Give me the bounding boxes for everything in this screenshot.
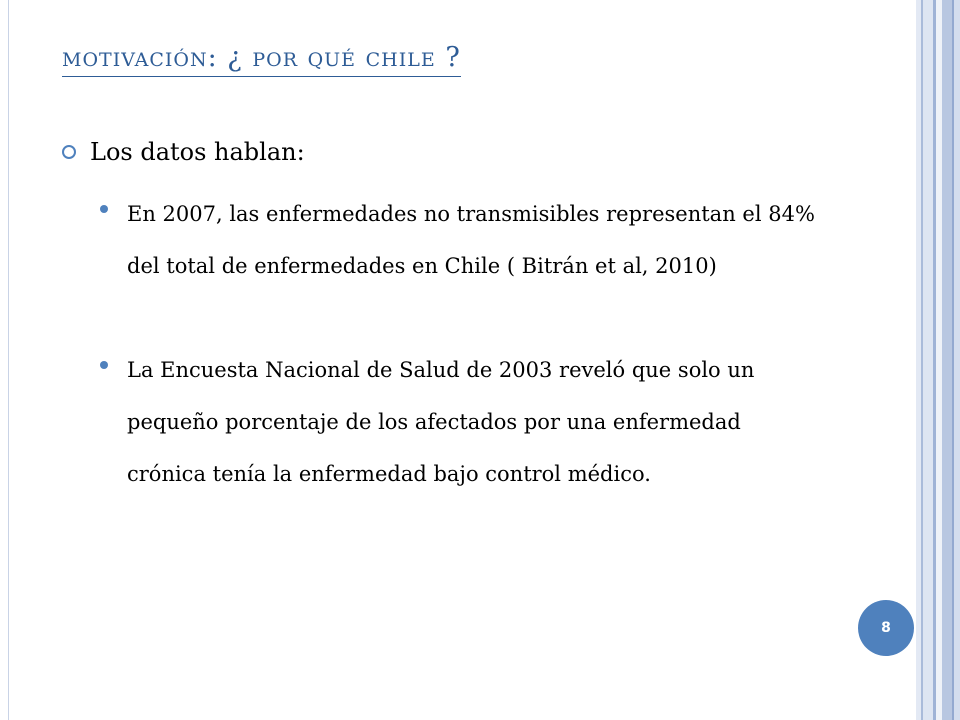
bullet-heading — [62, 132, 862, 172]
bullet-text: En 2007, las enfermedades no transmisibles representan el 84% del total de enfermedades en Chile ( Bitrán et al, 2010) — [127, 202, 815, 278]
ring-bullet-icon — [62, 145, 76, 159]
bullet-text: La Encuesta Nacional de Salud de 2003 reveló que solo un pequeño porcentaje de los afectados por una enfermedad crónica tenía la enfermedad bajo control médico. — [127, 358, 755, 486]
bullet-heading-text: Los datos hablan: — [90, 138, 305, 166]
bullet-item — [100, 344, 820, 500]
decorative-stripes — [916, 0, 960, 720]
dot-bullet-icon — [100, 361, 108, 369]
left-frame-line — [8, 0, 9, 720]
bullet-item — [100, 188, 820, 292]
page-number-badge: 8 — [858, 600, 914, 656]
slide-title: motivación: ¿ por qué chile ? — [62, 40, 461, 77]
dot-bullet-icon — [100, 205, 108, 213]
